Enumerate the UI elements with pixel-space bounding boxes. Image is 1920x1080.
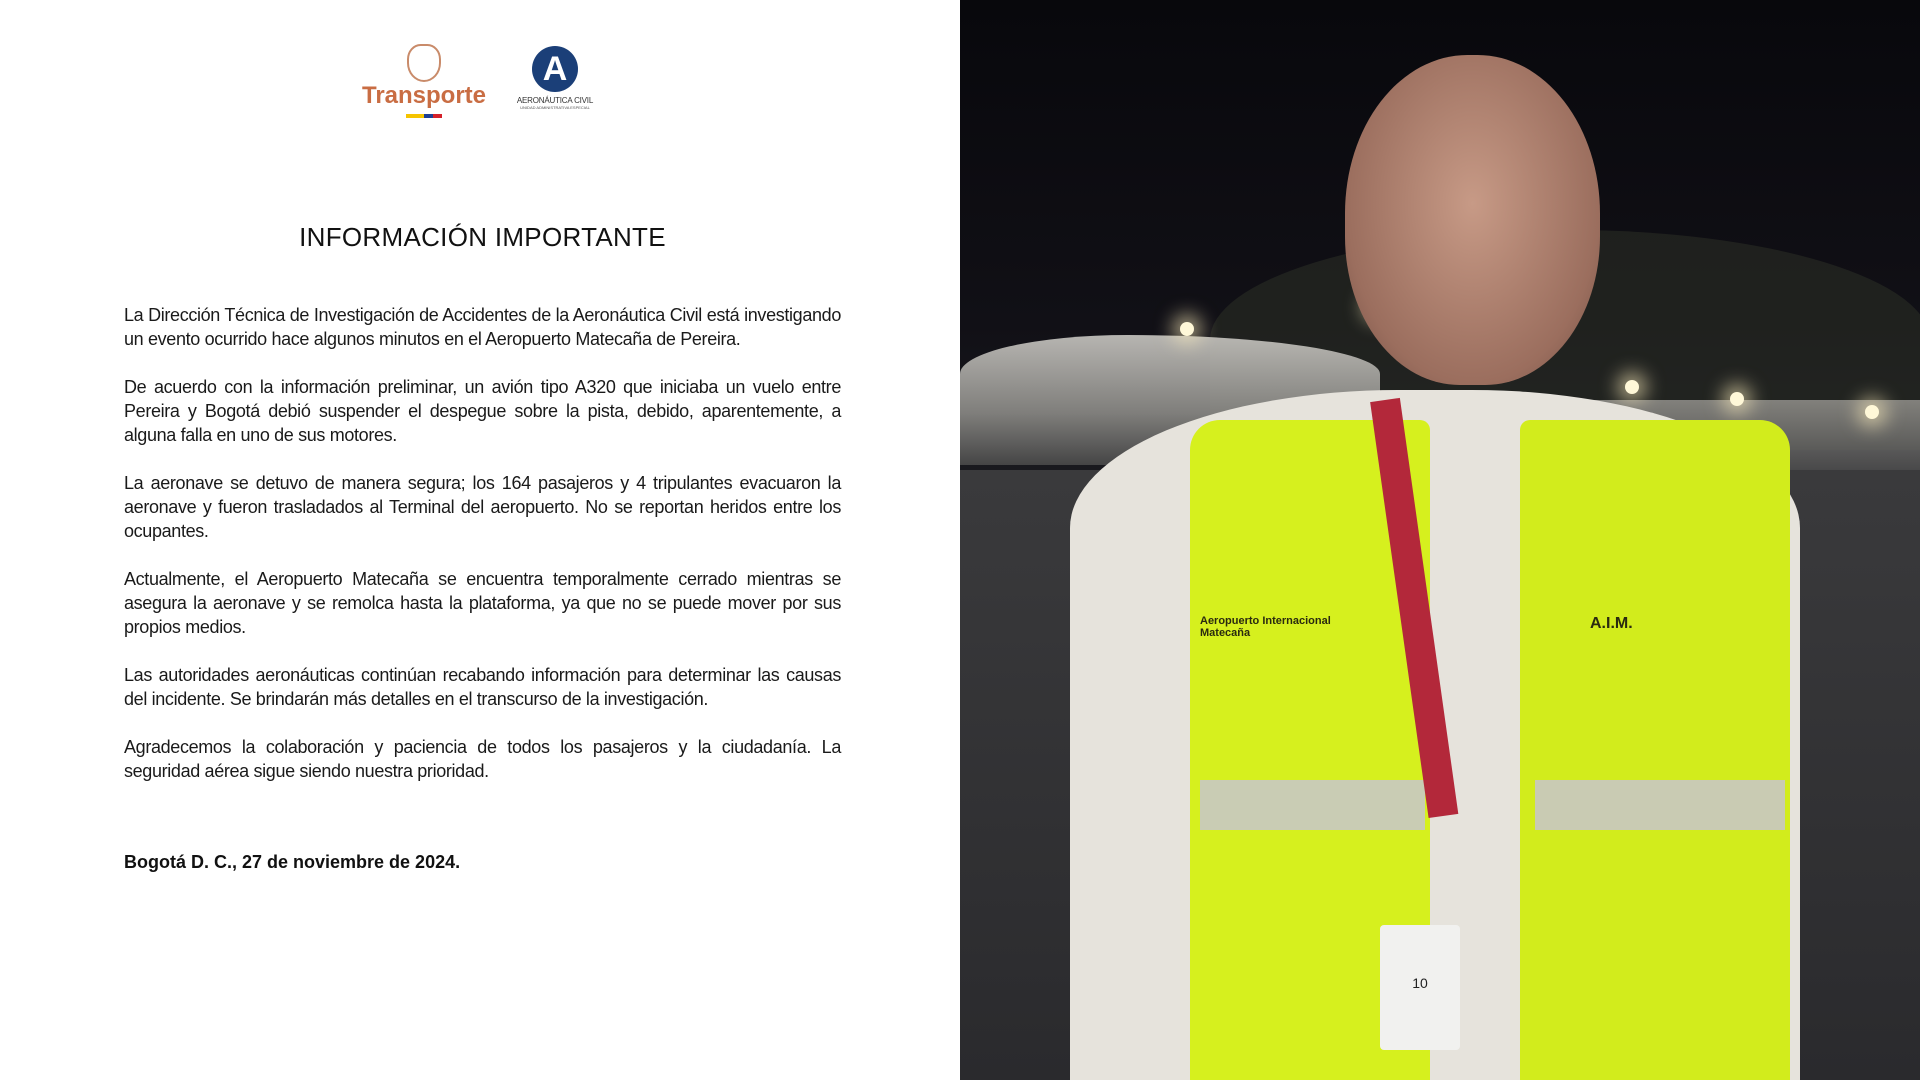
aeronautica-wordmark: AERONÁUTICA CIVIL <box>516 96 594 105</box>
coat-of-arms-icon <box>407 44 441 82</box>
document-title: INFORMACIÓN IMPORTANTE <box>299 222 666 252</box>
transporte-logo <box>356 44 492 128</box>
paragraph: Actualmente, el Aeropuerto Matecaña se encuentra temporalmente cerrado mientras se asegura la aeronave y se remolca hasta la plataforma, ya que no se puede mover por sus propios medios. <box>124 569 841 637</box>
safety-vest-right <box>1520 420 1790 1080</box>
paragraph: La Dirección Técnica de Investigación de Accidentes de la Aeronáutica Civil está investigando un evento ocurrido hace algunos minutos en el Aeropuerto Matecaña de Pereira. <box>124 305 841 349</box>
vest-label-right: A.I.M. <box>1590 615 1633 632</box>
reflective-stripe <box>1535 780 1785 830</box>
apron-light <box>1865 405 1879 419</box>
colombia-flag-bar <box>406 114 442 118</box>
document-body <box>124 303 841 807</box>
aeronautica-civil-logo <box>505 46 605 118</box>
person-head <box>1345 55 1600 385</box>
vest-label-left: Aeropuerto Internacional Matecaña <box>1200 615 1331 639</box>
document-date: Bogotá D. C., 27 de noviembre de 2024. <box>124 852 461 872</box>
id-badge <box>1380 925 1460 1050</box>
apron-light <box>1625 380 1639 394</box>
video-photo-panel <box>960 0 1920 1080</box>
reflective-stripe <box>1200 780 1425 830</box>
paragraph: La aeronave se detuvo de manera segura; los 164 pasajeros y 4 tripulantes evacuaron la aeronave y fueron trasladados al Terminal del aeropuerto. No se reportan heridos entre los ocupantes. <box>124 473 841 541</box>
apron-light <box>1180 322 1194 336</box>
apron-light <box>1730 392 1744 406</box>
aeronautica-subtitle: UNIDAD ADMINISTRATIVA ESPECIAL <box>520 105 590 110</box>
paragraph: Las autoridades aeronáuticas continúan recabando información para determinar las causas del incidente. Se brindarán más detalles en el transcurso de la investigación. <box>124 665 841 709</box>
aeronautica-a-icon: A <box>532 46 578 92</box>
paragraph: De acuerdo con la información preliminar, un avión tipo A320 que iniciaba un vuelo entre Pereira y Bogotá debió suspender el despegue sobre la pista, debido, aparentemente, a alguna falla en uno de sus motores. <box>124 377 841 445</box>
paragraph: Agradecemos la colaboración y paciencia de todos los pasajeros y la ciudadanía. La seguridad aérea sigue siendo nuestra prioridad. <box>124 737 841 781</box>
badge-number: 10 <box>1412 975 1428 991</box>
transporte-wordmark: Transporte <box>361 82 487 109</box>
